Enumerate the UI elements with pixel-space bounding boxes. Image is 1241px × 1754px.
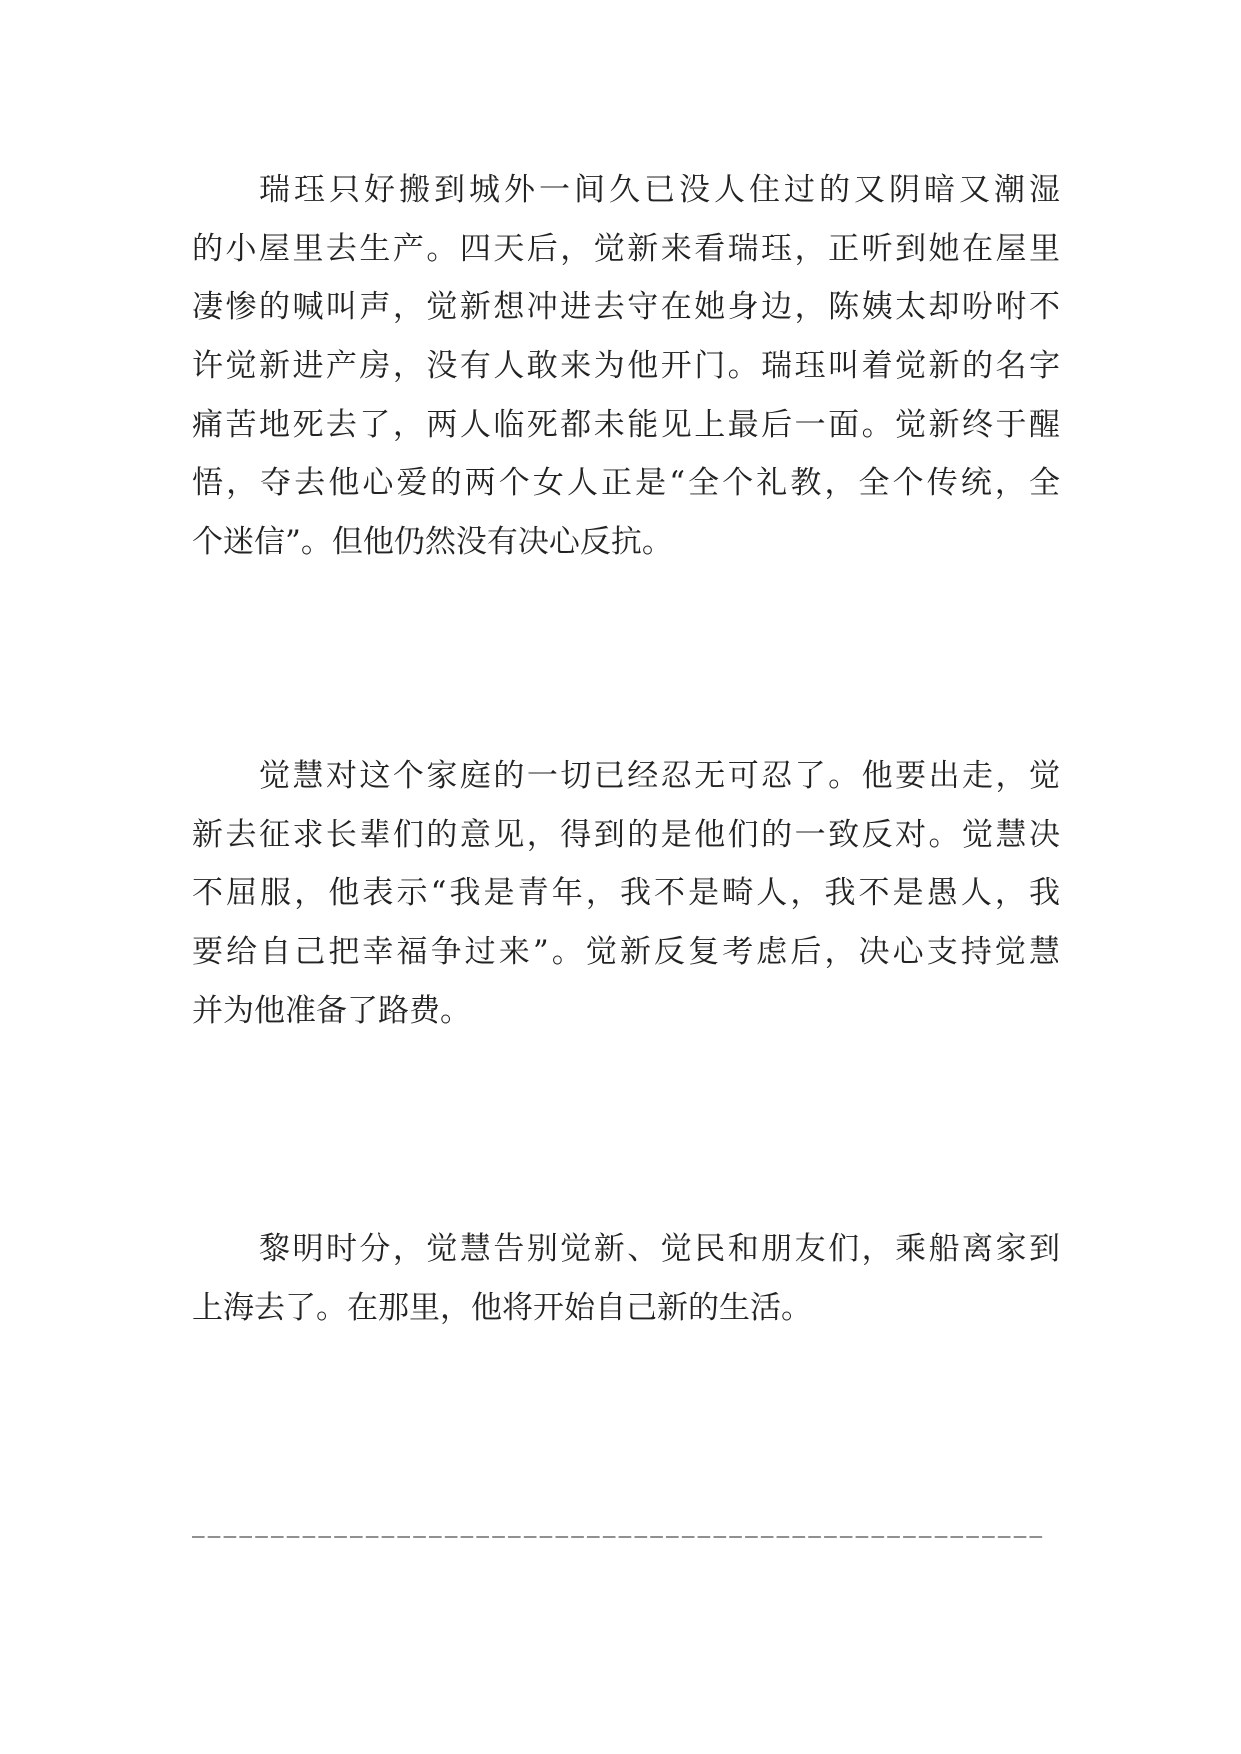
text-line: 要给自己把幸福争过来”。觉新反复考虑后，决心支持觉慧 — [192, 934, 1060, 971]
text-line: 黎明时分，觉慧告别觉新、觉民和朋友们，乘船离家到 — [259, 1231, 1060, 1267]
text-line: 瑞珏只好搬到城外一间久已没人住过的又阴暗又潮湿 — [259, 172, 1060, 208]
text-line: 个迷信”。但他仍然没有决心反抗。 — [192, 524, 673, 561]
paragraph-dawn-departure — [192, 1220, 1060, 1337]
text-line: 悟，夺去他心爱的两个女人正是“全个礼教，全个传统，全 — [192, 465, 1060, 502]
text-line: 觉慧对这个家庭的一切已经忍无可忍了。他要出走，觉 — [259, 758, 1060, 794]
paragraph-juehui-leaving — [192, 747, 1060, 1040]
text-line: 并为他准备了路费。 — [192, 992, 471, 1029]
paragraph-ruijue-death — [192, 161, 1060, 572]
text-line: 痛苦地死去了，两人临死都未能见上最后一面。觉新终于醒 — [192, 406, 1060, 443]
text-line: 上海去了。在那里，他将开始自己新的生活。 — [192, 1289, 812, 1326]
text-line: 新去征求长辈们的意见，得到的是他们的一致反对。觉慧决 — [192, 816, 1060, 853]
text-line: 凄惨的喊叫声，觉新想冲进去守在她身边，陈姨太却吩咐不 — [192, 289, 1060, 326]
text-line: 许觉新进产房，没有人敢来为他开门。瑞珏叫着觉新的名字 — [192, 348, 1060, 385]
text-line: 不屈服，他表示“我是青年，我不是畸人，我不是愚人，我 — [192, 875, 1060, 912]
text-line: 的小屋里去生产。四天后，觉新来看瑞珏，正听到她在屋里 — [192, 230, 1060, 267]
underscore-divider: ______________________________________________________ — [192, 1519, 1046, 1542]
